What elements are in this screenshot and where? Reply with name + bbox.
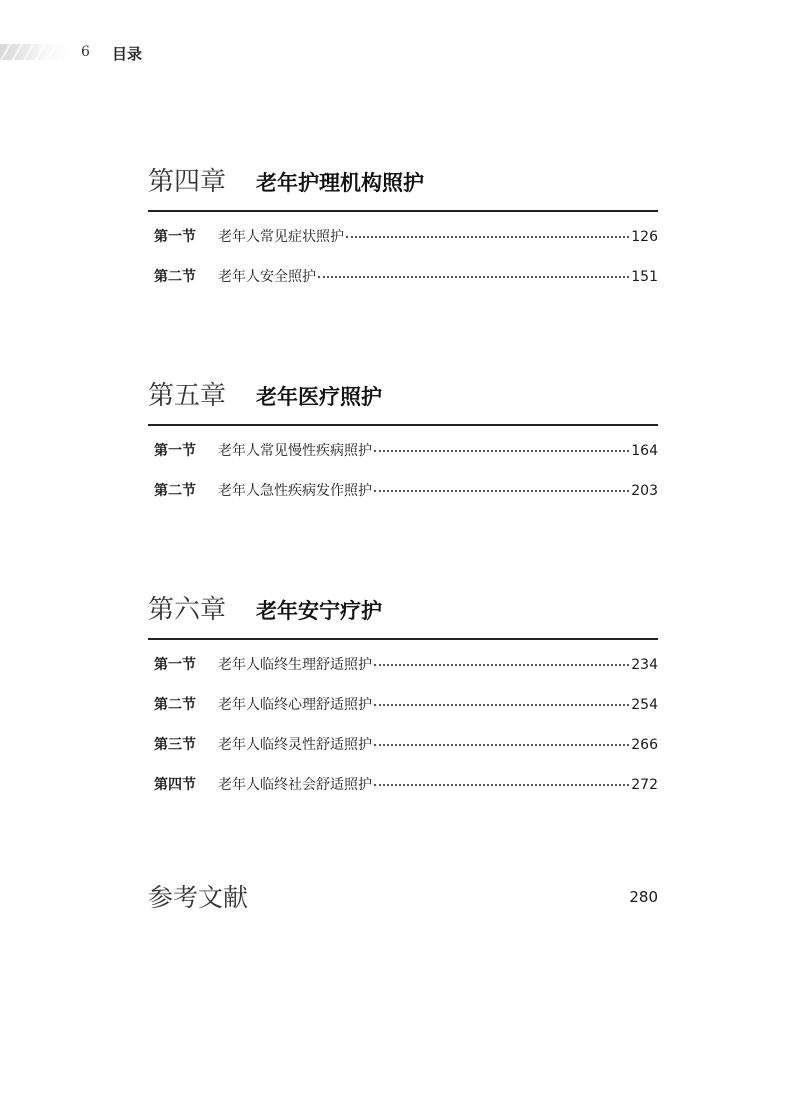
section-title: 老年人安全照护 xyxy=(218,269,316,285)
dot-leader xyxy=(318,276,629,278)
chapter-rule xyxy=(148,424,658,426)
dot-leader xyxy=(374,704,629,706)
section-page: 126 xyxy=(631,229,658,245)
chapter-rule xyxy=(148,210,658,212)
dot-leader xyxy=(374,744,629,746)
toc-entry[interactable] xyxy=(148,480,658,520)
chapter-4 xyxy=(148,164,658,306)
toc-entry[interactable] xyxy=(148,440,658,480)
toc-entry[interactable] xyxy=(148,654,658,694)
chapter-title: 老年安宁疗护 xyxy=(256,599,382,623)
dot-leader xyxy=(374,450,629,452)
section-title: 老年人临终生理舒适照护 xyxy=(218,657,372,673)
references-label: 参考文献 xyxy=(148,883,249,912)
section-title: 老年人临终灵性舒适照护 xyxy=(218,737,372,753)
section-title: 老年人常见症状照护 xyxy=(218,229,344,245)
references-page: 280 xyxy=(629,888,658,906)
chapter-label: 第四章 xyxy=(148,167,227,197)
chapter-label: 第六章 xyxy=(148,595,227,625)
chapter-title: 老年医疗照护 xyxy=(256,385,382,409)
section-page: 151 xyxy=(631,269,658,285)
section-number: 第二节 xyxy=(154,697,196,713)
chapter-label: 第五章 xyxy=(148,381,227,411)
section-page: 203 xyxy=(631,483,658,499)
section-number: 第二节 xyxy=(154,269,196,285)
dot-leader xyxy=(374,664,629,666)
chapter-6 xyxy=(148,592,658,814)
section-number: 第一节 xyxy=(154,443,196,459)
section-page: 234 xyxy=(631,657,658,673)
section-number: 第三节 xyxy=(154,737,196,753)
header-decoration-stripes xyxy=(0,44,70,60)
chapter-heading xyxy=(148,164,658,208)
dot-leader xyxy=(346,236,629,238)
chapter-heading xyxy=(148,592,658,636)
toc-entry[interactable] xyxy=(148,226,658,266)
section-page: 164 xyxy=(631,443,658,459)
section-page: 254 xyxy=(631,697,658,713)
section-page: 272 xyxy=(631,777,658,793)
chapter-5 xyxy=(148,378,658,520)
toc-entry[interactable] xyxy=(148,694,658,734)
toc-entry[interactable] xyxy=(148,266,658,306)
section-number: 第一节 xyxy=(154,657,196,673)
section-page: 266 xyxy=(631,737,658,753)
section-title: 老年人临终社会舒适照护 xyxy=(218,777,372,793)
chapter-title: 老年护理机构照护 xyxy=(256,171,424,195)
references-entry[interactable] xyxy=(148,880,658,916)
chapter-rule xyxy=(148,638,658,640)
page-number: 6 xyxy=(81,44,90,60)
running-title: 目录 xyxy=(112,45,143,63)
section-title: 老年人临终心理舒适照护 xyxy=(218,697,372,713)
section-number: 第一节 xyxy=(154,229,196,245)
chapter-heading xyxy=(148,378,658,422)
section-number: 第二节 xyxy=(154,483,196,499)
toc-entry[interactable] xyxy=(148,734,658,774)
section-title: 老年人急性疾病发作照护 xyxy=(218,483,372,499)
dot-leader xyxy=(374,490,629,492)
toc-entry[interactable] xyxy=(148,774,658,814)
dot-leader xyxy=(374,784,629,786)
section-title: 老年人常见慢性疾病照护 xyxy=(218,443,372,459)
section-number: 第四节 xyxy=(154,777,196,793)
